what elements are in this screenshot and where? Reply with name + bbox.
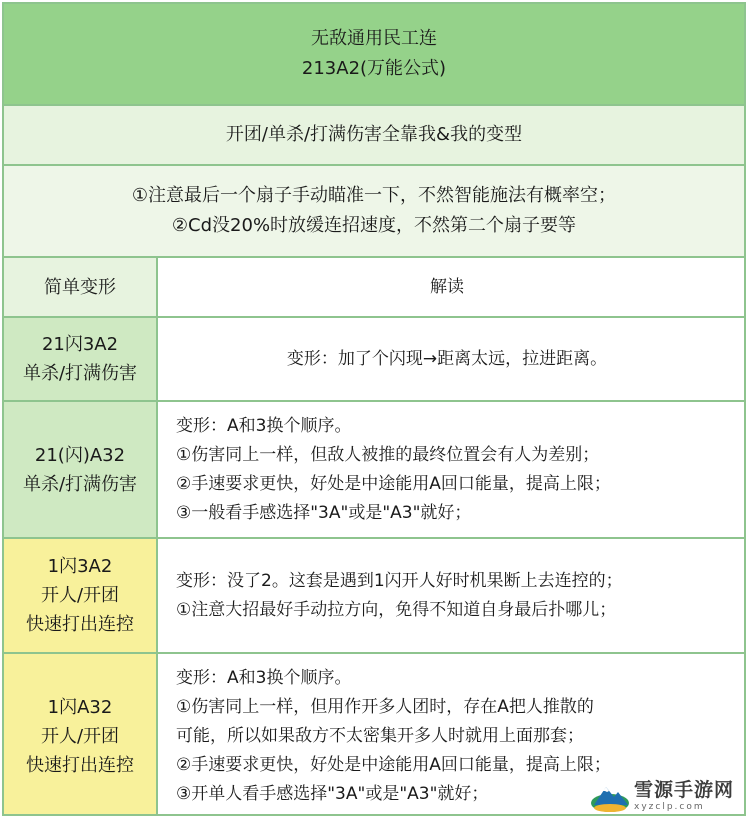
- table-row: [4, 402, 744, 539]
- site-watermark: [590, 775, 740, 817]
- explanation-line: ②手速要求更快，好处是中途能用A回口能量，提高上限；: [176, 754, 611, 775]
- title-line-2: 213A2(万能公式): [301, 58, 447, 79]
- variant-line: 21(闪)A32: [34, 444, 126, 466]
- variant-cell: [4, 402, 158, 537]
- explanation-line: 变形：A和3换个顺序。: [176, 415, 352, 436]
- variant-line: 开人/开团: [40, 725, 120, 747]
- explanation-line: ①伤害同上一样，但敌人被推的最终位置会有人为差别；: [176, 444, 600, 465]
- variant-line: 单杀/打满伤害: [22, 363, 138, 384]
- subtitle-cell: [4, 106, 744, 166]
- subtitle-text: 开团/单杀/打满伤害全靠我&我的变型: [225, 124, 523, 145]
- variant-line: 21闪3A2: [41, 334, 119, 355]
- header-variant: [4, 258, 158, 316]
- explanation-line: 可能，所以如果敌方不太密集开多人时就用上面那套；: [176, 725, 584, 746]
- watermark-name: 雪源手游网: [634, 779, 735, 801]
- explanation-cell: [158, 539, 744, 652]
- explanation-line: 变形：没了2。这套是遇到1闪开人好时机果断上去连控的；: [176, 570, 623, 591]
- watermark-url: xyzclp.com: [634, 802, 705, 812]
- explanation-line: ①伤害同上一样，但用作开多人团时，存在A把人推散的: [176, 696, 594, 717]
- table-row: [4, 318, 744, 402]
- header-explanation: [158, 258, 744, 316]
- note-line: ①注意最后一个扇子手动瞄准一下，不然智能施法有概率空；: [131, 185, 617, 206]
- explanation-line: ①注意大招最好手动拉方向，免得不知道自身最后扑哪儿；: [176, 599, 617, 620]
- explanation-line: 变形：加了个闪现→距离太远，拉进距离。: [286, 348, 608, 369]
- combo-guide-table: [2, 2, 746, 816]
- notes-cell: [4, 166, 744, 258]
- variant-line: 开人/开团: [40, 585, 120, 606]
- variant-cell: [4, 654, 158, 816]
- explanation-line: ②手速要求更快，好处是中途能用A回口能量，提高上限；: [176, 473, 611, 494]
- variant-line: 快速打出连控: [26, 754, 134, 776]
- mountain-logo-icon: [590, 779, 630, 813]
- header-explanation-label: 解读: [430, 276, 464, 297]
- title-cell: [4, 4, 744, 106]
- table-row: [4, 539, 744, 654]
- variant-cell: [4, 539, 158, 652]
- table-header-row: [4, 258, 744, 318]
- variant-line: 快速打出连控: [26, 614, 134, 635]
- variant-cell: [4, 318, 158, 400]
- header-variant-label: 简单变形: [44, 276, 116, 298]
- explanation-line: ③开单人看手感选择"3A"或是"A3"就好；: [176, 783, 489, 804]
- explanation-cell: [158, 318, 744, 400]
- explanation-cell: [158, 402, 744, 537]
- title-line-1: 无敌通用民工连: [311, 28, 437, 49]
- explanation-line: 变形：A和3换个顺序。: [176, 667, 352, 688]
- explanation-line: ③一般看手感选择"3A"或是"A3"就好；: [176, 502, 472, 523]
- variant-line: 1闪A32: [47, 696, 113, 718]
- variant-line: 1闪3A2: [47, 556, 113, 577]
- note-line: ②Cd没20%时放缓连招速度，不然第二个扇子要等: [171, 215, 577, 236]
- variant-line: 单杀/打满伤害: [22, 473, 138, 495]
